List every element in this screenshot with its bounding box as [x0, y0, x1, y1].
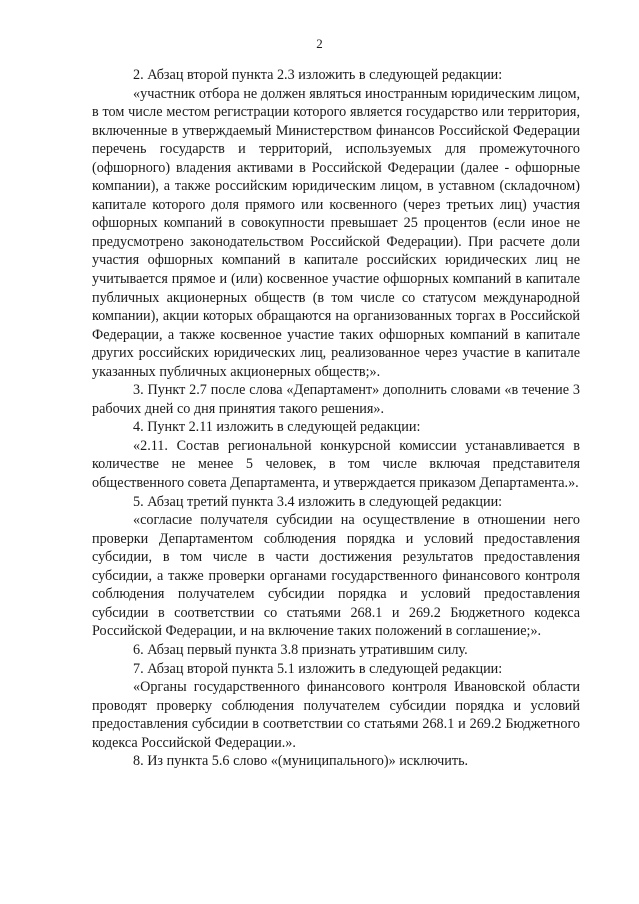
- paragraph-offshore-participant: «участник отбора не должен являться иностранным юридическим лицом, в том числе местом регистрации которого является государство или территория, включенные в утверждаемый Министерством финансов Российской Федерации перечень государств и территорий, используемых для промежуточного (офшорного) владения активами в Российской Федерации (далее - офшорные компании), а также российским юридическим лицом, в уставном (складочном) капитале которого доля прямого или косвенного (через третьих лиц) участия офшорных компаний в совокупности превышает 25 процентов (если иное не предусмотрено законодательством Российской Федерации). При расчете доли участия офшорных компаний в капитале российских юридических лиц не учитывается прямое и (или) косвенное участие офшорных компаний в капитале публичных акционерных обществ (в том числе со статусом международной компании), акции которых обращаются на организованных торгах в Российской Федерации, а также косвенное участие таких офшорных компаний в капитале других российских юридических лиц, реализованное через участие в капитале указанных публичных акционерных обществ;».: [92, 85, 580, 380]
- paragraph-item-5: 5. Абзац третий пункта 3.4 изложить в следующей редакции:: [133, 493, 503, 510]
- paragraph-item-2: 2. Абзац второй пункта 2.3 изложить в следующей редакции:: [133, 67, 503, 83]
- page-number: 2: [316, 36, 323, 51]
- document-body: [92, 66, 580, 771]
- paragraph-item-8: 8. Из пункта 5.6 слово «(муниципального)» исключить.: [133, 753, 469, 770]
- paragraph-item-7: 7. Абзац второй пункта 5.1 изложить в следующей редакции:: [133, 660, 503, 677]
- paragraph-item-6: 6. Абзац первый пункта 3.8 признать утратившим силу.: [133, 641, 468, 658]
- paragraph-consent-inspection: «согласие получателя субсидии на осуществление в отношении него проверки Департаментом соблюдения порядка и условий предоставления субсидии, в том числе в части достижения результатов предоставления субсидии, а также проверки органами государственного финансового контроля соблюдения получателем субсидии порядка и условий предоставления субсидии в соответствии со статьями 268.1 и 269.2 Бюджетного кодекса Российской Федерации, и на включение таких положений в соглашение;».: [92, 512, 580, 640]
- paragraph-item-3: 3. Пункт 2.7 после слова «Департамент» дополнить словами «в течение 3 рабочих дней со дня принятия такого решения».: [92, 382, 580, 417]
- paragraph-financial-control: «Органы государственного финансового контроля Ивановской области проводят проверку соблюдения получателем субсидии порядка и условий предоставления субсидии в соответствии со статьями 268.1 и 269.2 Бюджетного кодекса Российской Федерации.».: [92, 679, 580, 751]
- paragraph-item-4: 4. Пункт 2.11 изложить в следующей редакции:: [133, 419, 421, 436]
- paragraph-commission-composition: «2.11. Состав региональной конкурсной комиссии устанавливается в количестве не менее 5 человек, в том числе включая представителя общественного совета Департамента, и утверждается приказом Департамента.».: [92, 437, 580, 492]
